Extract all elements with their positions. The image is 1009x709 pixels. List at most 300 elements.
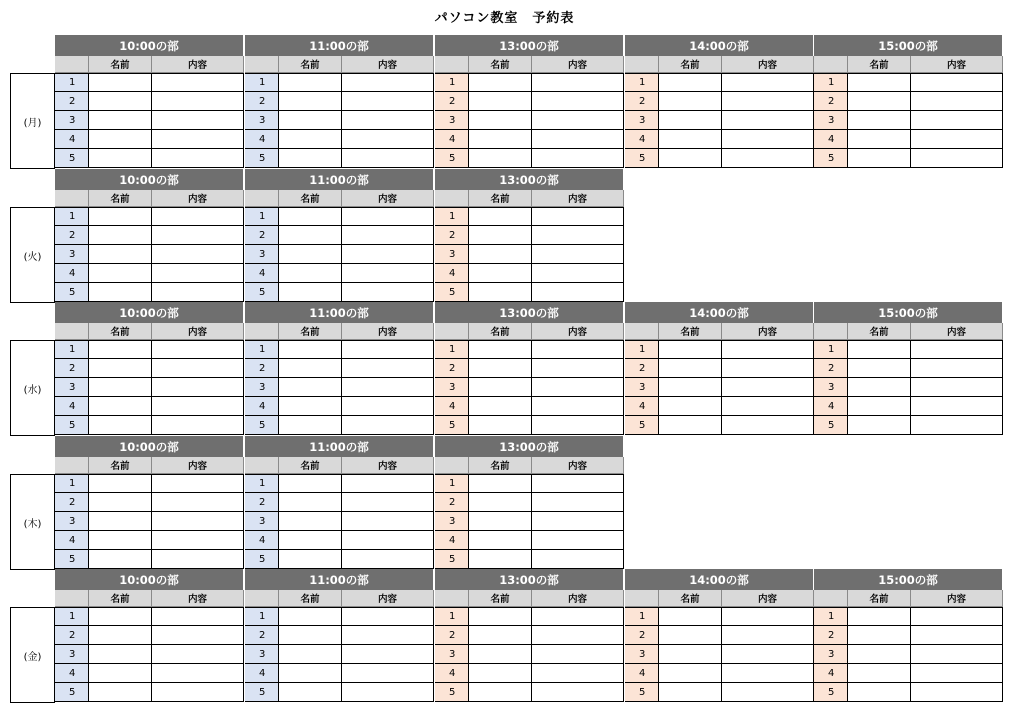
content-cell[interactable] xyxy=(911,130,1003,149)
content-cell[interactable] xyxy=(532,626,624,645)
name-cell[interactable] xyxy=(89,626,152,645)
name-cell[interactable] xyxy=(469,474,532,493)
name-cell[interactable] xyxy=(89,645,152,664)
name-cell[interactable] xyxy=(659,397,722,416)
name-cell[interactable] xyxy=(469,149,532,168)
name-cell[interactable] xyxy=(279,245,342,264)
grid-line xyxy=(245,607,434,608)
row-number: 5 xyxy=(435,283,469,302)
name-cell[interactable] xyxy=(469,130,532,149)
content-cell[interactable] xyxy=(532,550,624,569)
content-cell[interactable] xyxy=(152,245,244,264)
column-header-name: 名前 xyxy=(469,56,532,73)
name-cell[interactable] xyxy=(469,283,532,302)
slot-header: 13:00の部 xyxy=(435,436,624,457)
name-cell[interactable] xyxy=(279,645,342,664)
name-cell[interactable] xyxy=(469,264,532,283)
grid-line xyxy=(435,340,624,341)
content-cell[interactable] xyxy=(532,73,624,92)
content-cell[interactable] xyxy=(532,493,624,512)
content-cell[interactable] xyxy=(911,645,1003,664)
name-cell[interactable] xyxy=(848,645,911,664)
name-cell[interactable] xyxy=(279,283,342,302)
content-cell[interactable] xyxy=(532,283,624,302)
name-cell[interactable] xyxy=(89,130,152,149)
content-cell[interactable] xyxy=(342,531,434,550)
name-cell[interactable] xyxy=(469,207,532,226)
column-header-content: 内容 xyxy=(152,457,244,474)
content-cell[interactable] xyxy=(342,207,434,226)
content-cell[interactable] xyxy=(532,664,624,683)
content-cell[interactable] xyxy=(532,397,624,416)
row-number: 3 xyxy=(55,378,89,397)
row-number: 3 xyxy=(435,245,469,264)
content-cell[interactable] xyxy=(152,359,244,378)
slot-header: 14:00の部 xyxy=(625,35,814,56)
row-number: 4 xyxy=(814,397,848,416)
name-cell[interactable] xyxy=(848,683,911,702)
column-header-name: 名前 xyxy=(279,457,342,474)
name-cell[interactable] xyxy=(89,683,152,702)
content-cell[interactable] xyxy=(152,531,244,550)
name-cell[interactable] xyxy=(848,607,911,626)
name-cell[interactable] xyxy=(469,92,532,111)
name-cell[interactable] xyxy=(848,111,911,130)
content-cell[interactable] xyxy=(342,226,434,245)
content-cell[interactable] xyxy=(152,645,244,664)
column-header-number xyxy=(245,190,279,207)
name-cell[interactable] xyxy=(659,340,722,359)
column-header-number xyxy=(625,56,659,73)
row-number: 5 xyxy=(435,416,469,435)
column-header-content: 内容 xyxy=(342,56,434,73)
row-number: 2 xyxy=(55,493,89,512)
content-cell[interactable] xyxy=(342,626,434,645)
page-title: パソコン教室 予約表 xyxy=(434,11,575,26)
grid-line xyxy=(245,474,434,475)
content-cell[interactable] xyxy=(532,359,624,378)
content-cell[interactable] xyxy=(722,683,814,702)
grid-line xyxy=(245,73,434,74)
name-cell[interactable] xyxy=(89,550,152,569)
content-cell[interactable] xyxy=(152,416,244,435)
content-cell[interactable] xyxy=(911,683,1003,702)
name-cell[interactable] xyxy=(279,397,342,416)
content-cell[interactable] xyxy=(532,245,624,264)
content-cell[interactable] xyxy=(342,683,434,702)
content-cell[interactable] xyxy=(911,416,1003,435)
content-cell[interactable] xyxy=(722,130,814,149)
name-cell[interactable] xyxy=(469,378,532,397)
name-cell[interactable] xyxy=(89,283,152,302)
content-cell[interactable] xyxy=(342,550,434,569)
content-cell[interactable] xyxy=(532,531,624,550)
content-cell[interactable] xyxy=(722,378,814,397)
name-cell[interactable] xyxy=(279,683,342,702)
name-cell[interactable] xyxy=(89,531,152,550)
name-cell[interactable] xyxy=(279,264,342,283)
name-cell[interactable] xyxy=(659,111,722,130)
content-cell[interactable] xyxy=(152,207,244,226)
name-cell[interactable] xyxy=(279,130,342,149)
column-header-content: 内容 xyxy=(532,457,624,474)
name-cell[interactable] xyxy=(279,226,342,245)
row-number: 1 xyxy=(435,607,469,626)
content-cell[interactable] xyxy=(152,92,244,111)
column-header-name: 名前 xyxy=(279,590,342,607)
name-cell[interactable] xyxy=(469,607,532,626)
row-number: 5 xyxy=(55,283,89,302)
grid-line xyxy=(625,607,814,608)
content-cell[interactable] xyxy=(722,397,814,416)
row-number: 2 xyxy=(245,493,279,512)
name-cell[interactable] xyxy=(469,359,532,378)
column-header-number xyxy=(245,457,279,474)
column-header-number xyxy=(625,323,659,340)
content-cell[interactable] xyxy=(152,340,244,359)
row-number: 1 xyxy=(245,207,279,226)
content-cell[interactable] xyxy=(532,340,624,359)
row-number: 5 xyxy=(625,683,659,702)
content-cell[interactable] xyxy=(152,111,244,130)
name-cell[interactable] xyxy=(89,149,152,168)
content-cell[interactable] xyxy=(342,245,434,264)
content-cell[interactable] xyxy=(152,474,244,493)
content-cell[interactable] xyxy=(342,359,434,378)
row-number: 1 xyxy=(625,607,659,626)
content-cell[interactable] xyxy=(532,683,624,702)
name-cell[interactable] xyxy=(89,397,152,416)
grid-line xyxy=(435,607,624,608)
column-header-content: 内容 xyxy=(342,590,434,607)
name-cell[interactable] xyxy=(469,397,532,416)
content-cell[interactable] xyxy=(342,512,434,531)
content-cell[interactable] xyxy=(342,397,434,416)
grid-line xyxy=(625,73,814,74)
column-header-content: 内容 xyxy=(152,190,244,207)
row-number: 3 xyxy=(814,378,848,397)
grid-line xyxy=(814,340,1003,341)
name-cell[interactable] xyxy=(279,359,342,378)
name-cell[interactable] xyxy=(469,531,532,550)
column-header-number xyxy=(245,590,279,607)
name-cell[interactable] xyxy=(848,626,911,645)
name-cell[interactable] xyxy=(279,550,342,569)
name-cell[interactable] xyxy=(279,531,342,550)
name-cell[interactable] xyxy=(659,683,722,702)
name-cell[interactable] xyxy=(89,111,152,130)
content-cell[interactable] xyxy=(722,73,814,92)
content-cell[interactable] xyxy=(152,73,244,92)
content-cell[interactable] xyxy=(342,73,434,92)
name-cell[interactable] xyxy=(659,130,722,149)
content-cell[interactable] xyxy=(342,645,434,664)
content-cell[interactable] xyxy=(911,664,1003,683)
row-number: 1 xyxy=(435,340,469,359)
content-cell[interactable] xyxy=(532,607,624,626)
name-cell[interactable] xyxy=(848,340,911,359)
column-header-number xyxy=(55,323,89,340)
content-cell[interactable] xyxy=(342,378,434,397)
name-cell[interactable] xyxy=(469,493,532,512)
content-cell[interactable] xyxy=(911,378,1003,397)
name-cell[interactable] xyxy=(279,664,342,683)
content-cell[interactable] xyxy=(532,207,624,226)
content-cell[interactable] xyxy=(722,626,814,645)
column-header-content: 内容 xyxy=(532,190,624,207)
name-cell[interactable] xyxy=(848,397,911,416)
row-number: 2 xyxy=(245,92,279,111)
row-number: 4 xyxy=(245,264,279,283)
content-cell[interactable] xyxy=(911,340,1003,359)
content-cell[interactable] xyxy=(152,664,244,683)
content-cell[interactable] xyxy=(152,683,244,702)
row-number: 2 xyxy=(55,359,89,378)
column-header-content: 内容 xyxy=(722,323,814,340)
name-cell[interactable] xyxy=(279,207,342,226)
name-cell[interactable] xyxy=(469,73,532,92)
content-cell[interactable] xyxy=(911,359,1003,378)
row-number: 5 xyxy=(55,683,89,702)
name-cell[interactable] xyxy=(469,245,532,264)
content-cell[interactable] xyxy=(911,92,1003,111)
row-number: 1 xyxy=(435,207,469,226)
name-cell[interactable] xyxy=(848,359,911,378)
name-cell[interactable] xyxy=(279,626,342,645)
name-cell[interactable] xyxy=(659,73,722,92)
content-cell[interactable] xyxy=(342,607,434,626)
name-cell[interactable] xyxy=(659,416,722,435)
name-cell[interactable] xyxy=(659,664,722,683)
row-number: 2 xyxy=(245,626,279,645)
name-cell[interactable] xyxy=(89,73,152,92)
name-cell[interactable] xyxy=(659,378,722,397)
name-cell[interactable] xyxy=(279,493,342,512)
name-cell[interactable] xyxy=(848,92,911,111)
content-cell[interactable] xyxy=(342,474,434,493)
row-number: 2 xyxy=(245,359,279,378)
row-number: 4 xyxy=(435,130,469,149)
content-cell[interactable] xyxy=(722,340,814,359)
name-cell[interactable] xyxy=(848,378,911,397)
name-cell[interactable] xyxy=(279,149,342,168)
content-cell[interactable] xyxy=(722,645,814,664)
day-label: (木) xyxy=(10,474,55,570)
name-cell[interactable] xyxy=(279,340,342,359)
name-cell[interactable] xyxy=(279,111,342,130)
content-cell[interactable] xyxy=(532,149,624,168)
content-cell[interactable] xyxy=(342,149,434,168)
content-cell[interactable] xyxy=(722,607,814,626)
row-number: 2 xyxy=(625,92,659,111)
content-cell[interactable] xyxy=(911,73,1003,92)
grid-line xyxy=(814,73,1003,74)
name-cell[interactable] xyxy=(279,474,342,493)
column-header-name: 名前 xyxy=(659,56,722,73)
row-number: 2 xyxy=(245,226,279,245)
name-cell[interactable] xyxy=(89,664,152,683)
row-number: 1 xyxy=(625,73,659,92)
name-cell[interactable] xyxy=(469,512,532,531)
content-cell[interactable] xyxy=(152,226,244,245)
content-cell[interactable] xyxy=(532,512,624,531)
name-cell[interactable] xyxy=(89,512,152,531)
content-cell[interactable] xyxy=(722,111,814,130)
name-cell[interactable] xyxy=(89,207,152,226)
content-cell[interactable] xyxy=(532,416,624,435)
name-cell[interactable] xyxy=(469,416,532,435)
name-cell[interactable] xyxy=(659,607,722,626)
name-cell[interactable] xyxy=(469,683,532,702)
content-cell[interactable] xyxy=(532,378,624,397)
column-header-content: 内容 xyxy=(342,190,434,207)
content-cell[interactable] xyxy=(532,264,624,283)
row-number: 3 xyxy=(245,245,279,264)
name-cell[interactable] xyxy=(469,340,532,359)
content-cell[interactable] xyxy=(342,264,434,283)
name-cell[interactable] xyxy=(469,550,532,569)
content-cell[interactable] xyxy=(342,111,434,130)
column-header-name: 名前 xyxy=(89,323,152,340)
slot-header: 13:00の部 xyxy=(435,35,624,56)
slot-header: 11:00の部 xyxy=(245,569,434,590)
slot-header: 14:00の部 xyxy=(625,302,814,323)
content-cell[interactable] xyxy=(152,378,244,397)
name-cell[interactable] xyxy=(89,493,152,512)
name-cell[interactable] xyxy=(848,416,911,435)
grid-line xyxy=(245,340,434,341)
content-cell[interactable] xyxy=(722,416,814,435)
name-cell[interactable] xyxy=(659,149,722,168)
content-cell[interactable] xyxy=(152,626,244,645)
content-cell[interactable] xyxy=(152,512,244,531)
content-cell[interactable] xyxy=(532,226,624,245)
name-cell[interactable] xyxy=(89,378,152,397)
column-header-number xyxy=(814,56,848,73)
content-cell[interactable] xyxy=(152,607,244,626)
name-cell[interactable] xyxy=(469,626,532,645)
content-cell[interactable] xyxy=(342,130,434,149)
row-number: 5 xyxy=(245,283,279,302)
slot-header: 10:00の部 xyxy=(55,169,244,190)
slot-header: 13:00の部 xyxy=(435,569,624,590)
content-cell[interactable] xyxy=(342,416,434,435)
content-cell[interactable] xyxy=(532,111,624,130)
name-cell[interactable] xyxy=(279,92,342,111)
column-header-content: 内容 xyxy=(532,590,624,607)
content-cell[interactable] xyxy=(722,149,814,168)
content-cell[interactable] xyxy=(911,397,1003,416)
content-cell[interactable] xyxy=(342,340,434,359)
name-cell[interactable] xyxy=(89,92,152,111)
content-cell[interactable] xyxy=(911,111,1003,130)
column-header-number xyxy=(435,323,469,340)
name-cell[interactable] xyxy=(279,73,342,92)
content-cell[interactable] xyxy=(722,359,814,378)
name-cell[interactable] xyxy=(469,645,532,664)
slot-header: 13:00の部 xyxy=(435,302,624,323)
row-number: 2 xyxy=(814,92,848,111)
name-cell[interactable] xyxy=(848,73,911,92)
name-cell[interactable] xyxy=(89,474,152,493)
name-cell[interactable] xyxy=(659,645,722,664)
column-header-content: 内容 xyxy=(911,56,1003,73)
content-cell[interactable] xyxy=(342,493,434,512)
column-header-name: 名前 xyxy=(848,56,911,73)
content-cell[interactable] xyxy=(722,92,814,111)
content-cell[interactable] xyxy=(532,92,624,111)
name-cell[interactable] xyxy=(469,664,532,683)
name-cell[interactable] xyxy=(89,359,152,378)
row-number: 5 xyxy=(435,149,469,168)
name-cell[interactable] xyxy=(848,149,911,168)
name-cell[interactable] xyxy=(659,359,722,378)
content-cell[interactable] xyxy=(532,645,624,664)
column-header-content: 内容 xyxy=(532,323,624,340)
name-cell[interactable] xyxy=(89,416,152,435)
name-cell[interactable] xyxy=(279,416,342,435)
name-cell[interactable] xyxy=(89,264,152,283)
name-cell[interactable] xyxy=(848,664,911,683)
column-header-content: 内容 xyxy=(342,457,434,474)
name-cell[interactable] xyxy=(89,245,152,264)
content-cell[interactable] xyxy=(152,264,244,283)
name-cell[interactable] xyxy=(89,226,152,245)
column-header-content: 内容 xyxy=(911,323,1003,340)
content-cell[interactable] xyxy=(532,474,624,493)
column-header-name: 名前 xyxy=(89,590,152,607)
name-cell[interactable] xyxy=(659,92,722,111)
row-number: 2 xyxy=(814,359,848,378)
row-number: 1 xyxy=(55,474,89,493)
content-cell[interactable] xyxy=(911,149,1003,168)
column-header-number xyxy=(55,457,89,474)
column-header-name: 名前 xyxy=(469,190,532,207)
content-cell[interactable] xyxy=(342,664,434,683)
column-header-number xyxy=(625,590,659,607)
content-cell[interactable] xyxy=(342,283,434,302)
content-cell[interactable] xyxy=(152,149,244,168)
row-number: 1 xyxy=(435,73,469,92)
row-number: 1 xyxy=(55,73,89,92)
name-cell[interactable] xyxy=(848,130,911,149)
content-cell[interactable] xyxy=(722,664,814,683)
content-cell[interactable] xyxy=(532,130,624,149)
content-cell[interactable] xyxy=(911,626,1003,645)
row-number: 1 xyxy=(245,340,279,359)
name-cell[interactable] xyxy=(659,626,722,645)
column-header-name: 名前 xyxy=(848,323,911,340)
content-cell[interactable] xyxy=(152,493,244,512)
name-cell[interactable] xyxy=(469,226,532,245)
row-number: 1 xyxy=(245,607,279,626)
name-cell[interactable] xyxy=(279,378,342,397)
name-cell[interactable] xyxy=(89,607,152,626)
content-cell[interactable] xyxy=(911,607,1003,626)
row-number: 4 xyxy=(435,531,469,550)
name-cell[interactable] xyxy=(279,512,342,531)
content-cell[interactable] xyxy=(342,92,434,111)
content-cell[interactable] xyxy=(152,397,244,416)
name-cell[interactable] xyxy=(89,340,152,359)
content-cell[interactable] xyxy=(152,550,244,569)
content-cell[interactable] xyxy=(152,130,244,149)
name-cell[interactable] xyxy=(279,607,342,626)
column-header-name: 名前 xyxy=(89,190,152,207)
content-cell[interactable] xyxy=(152,283,244,302)
name-cell[interactable] xyxy=(469,111,532,130)
row-number: 3 xyxy=(435,111,469,130)
